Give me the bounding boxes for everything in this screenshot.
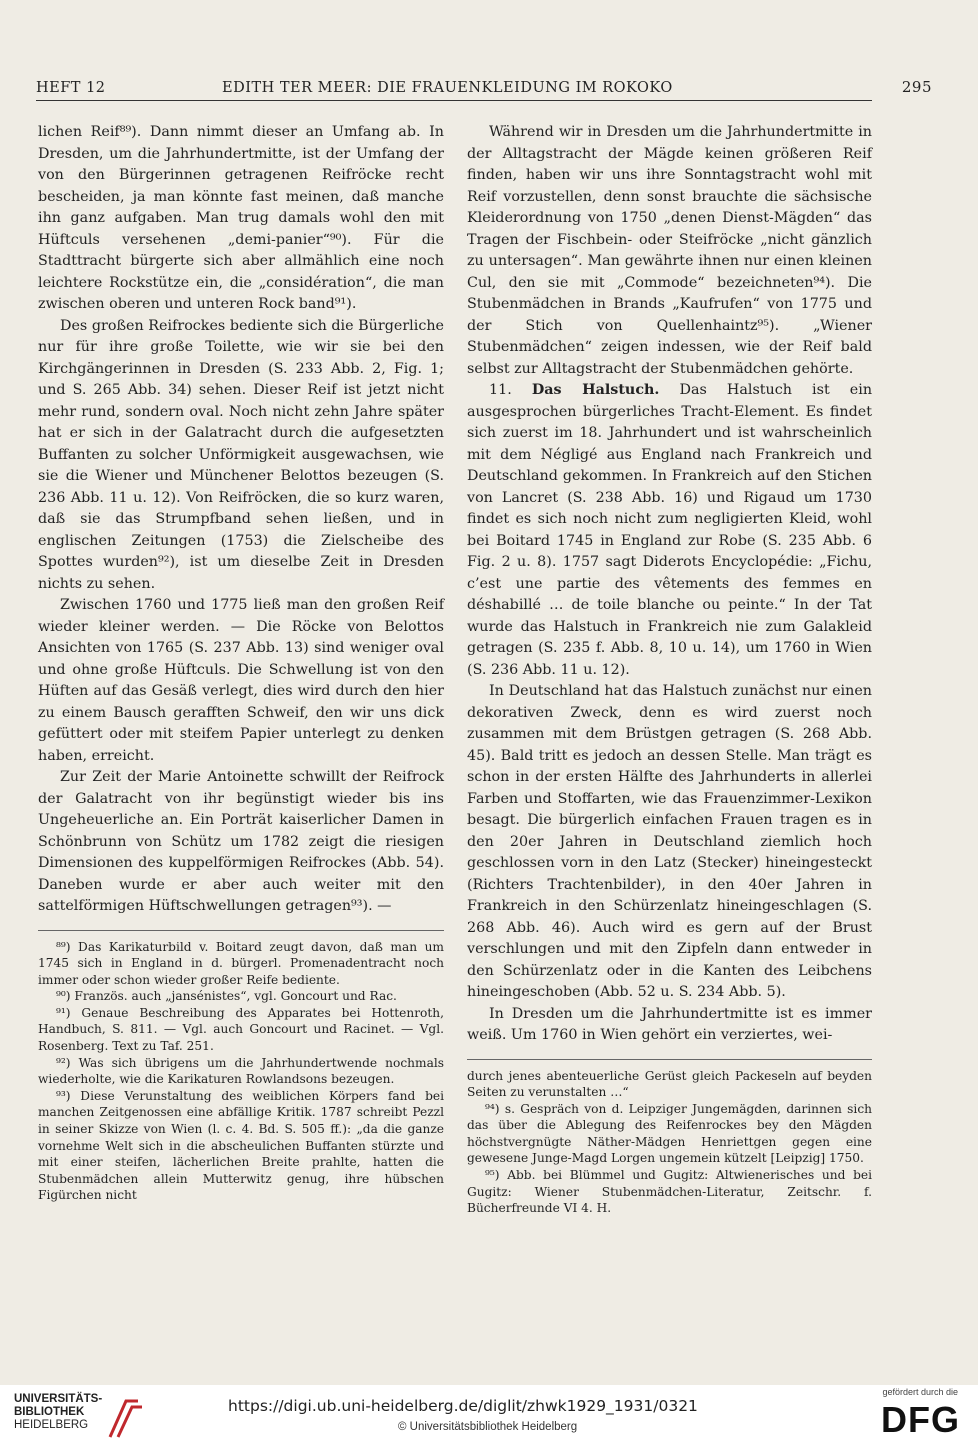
library-mark-icon (104, 1393, 144, 1439)
footnote-93: ⁹³) Diese Verunstaltung des weiblichen Körpers fand bei manchen Zeitgenossen eine abfällige Kritik. 1787 schreibt Pezzl in seiner Skizze von Wien (l. c. 4. Bd. S. 505 ff.): „da die ganze vornehme Welt sich in die abscheulichen Buffanten stürzte und mit einer steifen, lächerlichen Breite prahlte, hatten die Stubenmädchen allein Mutterwitz genug, ihre hübschen Figürchen nicht (38, 1088, 444, 1203)
funded-by-label: gefördert durch die (882, 1387, 958, 1397)
library-line-2: BIBLIOTHEK (14, 1406, 85, 1418)
left-paragraph-3: Zwischen 1760 und 1775 ließ man den großen Reif wieder kleiner werden. — Die Röcke von Belottos Ansichten von 1765 (S. 237 Abb. 13) sind weniger oval und ohne große Hüftculs. Die Schwellung ist von den Hüften auf das Gesäß verlegt, dies wird durch den hier zu einem Bausch gerafften Schweif, den wir uns dick gefüttert oder mit steifem Papier unterlegt zu denken haben, erreicht. (38, 597, 444, 764)
library-logo[interactable] (14, 1393, 214, 1439)
running-header (36, 76, 932, 100)
footnote-95: ⁹⁵) Abb. bei Blümmel und Gugitz: Altwienerisches und bei Gugitz: Wiener Stubenmädchen-Literatur, Zeitschr. f. Bücherfreunde VI 4. H. (467, 1168, 872, 1216)
header-rule (36, 100, 872, 101)
footnote-rule (38, 930, 444, 931)
section-number: 11. (489, 382, 512, 398)
left-paragraph-4: Zur Zeit der Marie Antoinette schwillt der Reifrock der Galatracht von ihr begünstigt wieder bis ins Ungeheuerliche an. Ein Porträt kaiserlicher Damen in Schönbrunn von Schütz um 1782 zeigt die riesigen Dimensionen des kuppelförmigen Reifrockes (Abb. 54). Daneben wurde er aber auch weiter mit den sattelförmigen Hüftschwellungen getragen⁹³). — (38, 769, 444, 914)
footnote-92: ⁹²) Was sich übrigens um die Jahrhundertwende nochmals wiederholte, wie die Karikaturen Rowlandsons bezeugen. (38, 1055, 444, 1087)
viewer-footer (0, 1385, 978, 1444)
issue-label: HEFT 12 (36, 80, 106, 96)
library-line-3: HEIDELBERG (14, 1419, 89, 1431)
left-column (38, 122, 444, 1204)
permalink-url[interactable]: https://digi.ub.uni-heidelberg.de/diglit/zhwk1929_1931/0321 (228, 1397, 698, 1415)
copyright-notice: © Universitätsbibliothek Heidelberg (398, 1421, 578, 1433)
footnote-91: ⁹¹) Genaue Beschreibung des Apparates bei Hottenroth, Handbuch, S. 811. — Vgl. auch Goncourt und Racinet. — Vgl. Rosenberg. Text zu Taf. 251. (38, 1005, 444, 1054)
right-paragraph-1: Während wir in Dresden um die Jahrhundertmitte in der Alltagstracht der Mägde keinen größeren Reif finden, haben wir uns ihre Sonntagstracht wohl mit Reif vorzustellen, denn sonst brauchte die sächsische Kleiderordnung von 1750 „denen Dienst-Mägden“ das Tragen der Fischbein- oder Steifröcke „nicht gänzlich zu untersagen“. Man gewährte ihnen nur einen kleinen Cul, den sie mit „Commode“ bezeichneten⁹⁴). Die Stubenmädchen in Brands „Kaufrufen“ von 1775 und der Stich von Quellenhaintz⁹⁵). „Wiener Stubenmädchen“ zeigen indessen, wie der Reif bald selbst zur Alltagstracht der Stubenmädchen gehörte. (467, 124, 872, 377)
article-title: EDITH TER MEER: DIE FRAUENKLEIDUNG IM ROKOKO (222, 80, 673, 96)
left-footnotes (38, 939, 444, 1205)
section-title: Das Halstuch. (531, 382, 660, 398)
right-paragraph-4: In Dresden um die Jahrhundertmitte ist es immer weiß. Um 1760 in Wien gehört ein verziertes, wei- (467, 1005, 872, 1043)
footnote-93-continued: durch jenes abenteuerliche Gerüst gleich Packeseln auf beyden Seiten zu verunstalten …“ (467, 1068, 872, 1100)
footnote-rule (467, 1059, 872, 1060)
right-paragraph-3: In Deutschland hat das Halstuch zunächst nur einen dekorativen Zweck, denn es wird zuerst noch zusammen mit dem Brüstgen getragen (S. 268 Abb. 45). Bald tritt es jedoch an dessen Stelle. Man trägt es schon in der ersten Hälfte des Jahrhunderts in allerlei Farben und Stoffarten, wie das Frauenzimmer-Lexikon besagt. Die bürgerlich einfachen Frauen tragen es in den 20er Jahren in Deutschland ziemlich hoch geschlossen vorn in den Latz (Stecker) hineingesteckt (Richters Trachtenbilder), in den 40er Jahren in Frankreich in den Schürzenlatz hineingeschlagen (S. 268 Abb. 46). Auch wird es gern auf der Brust verschlungen und mit den Zipfeln dann entweder in den Schürzenlatz oder in die Kanten des Leibchens hineingeschoben (Abb. 52 u. S. 234 Abb. 5). (467, 683, 872, 1000)
library-name (14, 1393, 102, 1432)
right-paragraph-2 (467, 380, 872, 681)
right-column (467, 122, 872, 1217)
left-paragraph-2: Des großen Reifrockes bediente sich die Bürgerliche nur für ihre große Toilette, wie wir sie bei den Kirchgängerinnen in Dresden (S. 233 Abb. 2, Fig. 1; und S. 265 Abb. 34) sehen. Dieser Reif ist jetzt nicht mehr rund, sondern oval. Noch nicht zehn Jahre später hat er sich in der Galatracht durch die aufgesetzten Buffanten zu solcher Unförmigkeit ausgewachsen, wie sie die Wiener und Münchener Belottos bezeugen (S. 236 Abb. 11 u. 12). Von Reifröcken, die so kurz waren, daß sie das Strumpfband sehen ließen, und in englischen Zeitungen (1753) die Zielscheibe des Spottes wurden⁹²), ist um dieselbe Zeit in Dresden nichts zu sehen. (38, 317, 444, 592)
section-text: Das Halstuch ist ein ausgesprochen bürgerliches Tracht-Element. Es findet sich zuerst im 18. Jahrhundert und ist wahrscheinlich mit dem Négligé aus England nach Frankreich und Deutschland gekommen. In Frankreich auf den Stichen von Lancret (S. 238 Abb. 16) und Rigaud um 1730 findet es sich noch nicht zum negligierten Kleid, wohl bei Boitard 1745 in England zur Robe (S. 235 Abb. 6 Fig. 2 u. 8). 1757 sagt Diderots Encyclopédie: „Fichu, c’est une partie des vêtements des femmes en déshabillé … de toile blanche ou peinte.“ In der Tat wurde das Halstuch in Frankreich nie zum Galakleid getragen (S. 235 f. Abb. 8, 10 u. 14), um 1760 in Wien (S. 236 Abb. 11 u. 12). (467, 382, 873, 678)
left-paragraph-1: lichen Reif⁸⁹). Dann nimmt dieser an Umfang ab. In Dresden, um die Jahrhundertmitte, ist der Umfang der von den Bürgerinnen getragenen Reifröcke recht bescheiden, ja man könnte fast meinen, daß manche ihn ganz aufgaben. Man trug damals wohl den mit Hüftculs versehenen „demi-panier“⁹⁰). Für die Stadttracht bürgerte sich aber allmählich eine noch leichtere Rockstütze ein, die „considération“, die man zwischen oberen und unteren Rock band⁹¹). (38, 124, 444, 312)
footnote-89: ⁸⁹) Das Karikaturbild v. Boitard zeugt davon, daß man um 1745 sich in England in d. bürgerl. Promenadentracht noch immer oder schon wieder großer Reife bediente. (38, 939, 444, 987)
page-number: 295 (901, 78, 932, 96)
library-line-1: UNIVERSITÄTS- (14, 1393, 103, 1405)
right-footnotes (467, 1068, 872, 1217)
dfg-logo[interactable]: DFG (881, 1399, 960, 1440)
footnote-90: ⁹⁰) Französ. auch „jansénistes“, vgl. Goncourt und Rac. (56, 989, 397, 1004)
footnote-94: ⁹⁴) s. Gespräch von d. Leipziger Jungemägden, darinnen sich das über die Ablegung des Reifenrockes bey den Mägden höchstvergnügte Näther-Mädgen Henriettgen gegen eine gewesene Junge-Magd Lorgen ungemein kützelt [Leipzig] 1750. (467, 1101, 872, 1166)
